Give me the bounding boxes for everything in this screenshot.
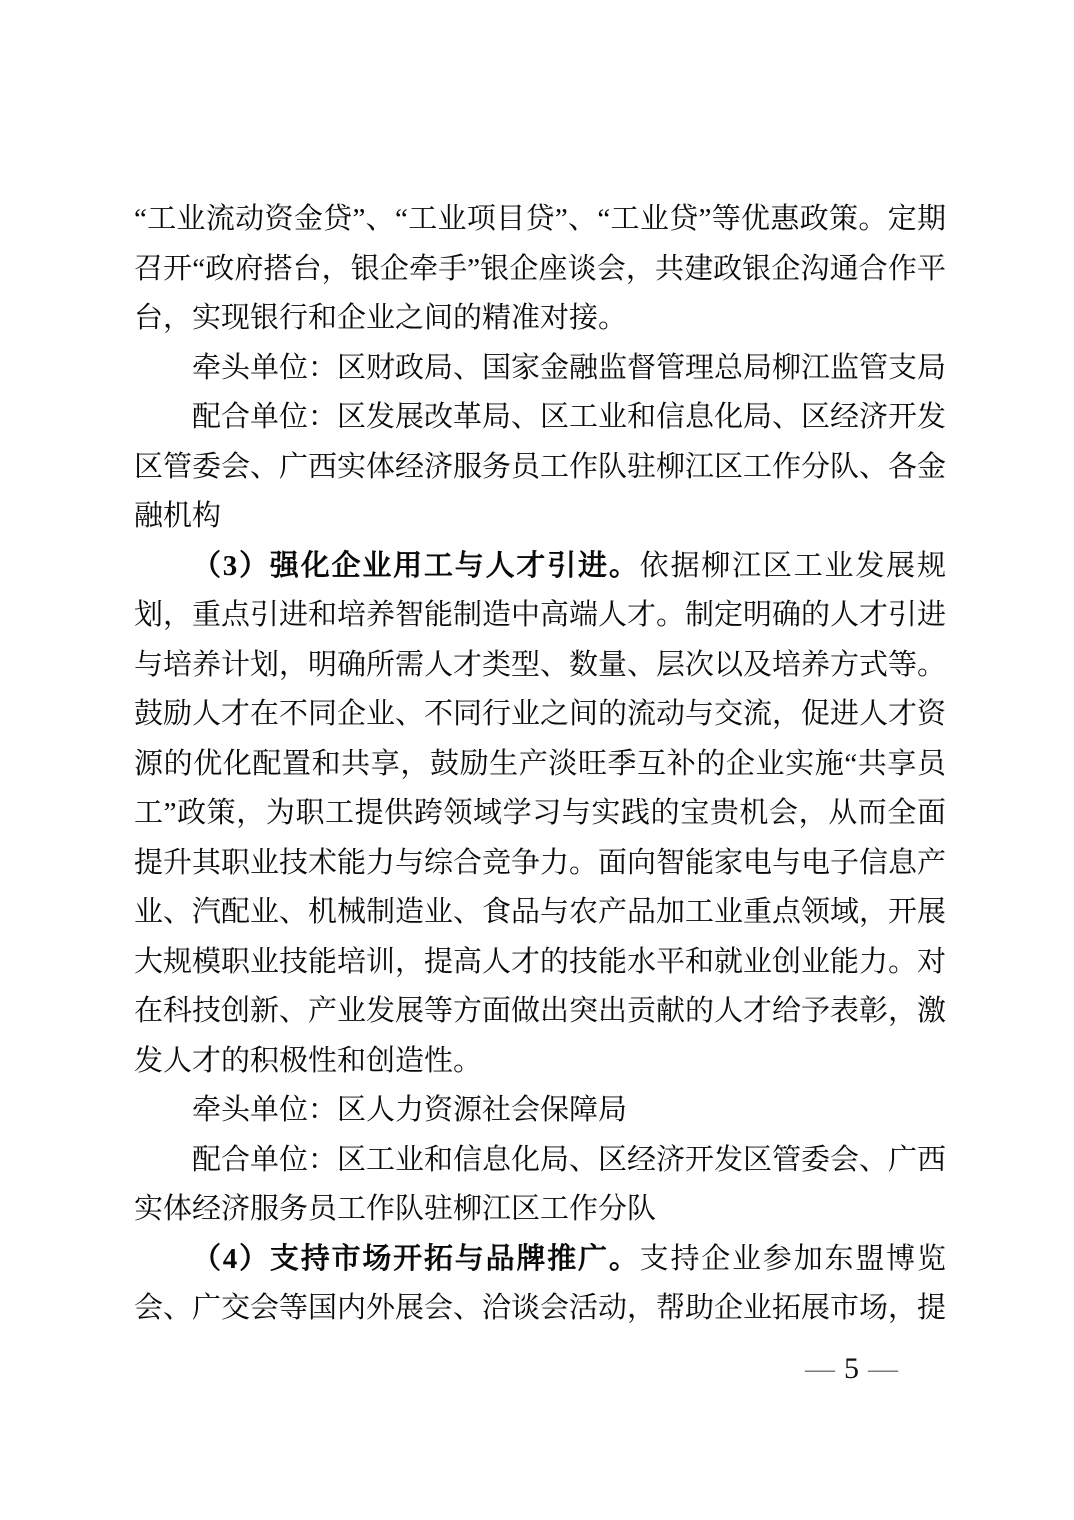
paragraph-lead-unit-2: 牵头单位：区人力资源社会保障局	[192, 1094, 628, 1126]
paragraph-section-3	[134, 542, 946, 1087]
document-body	[134, 195, 946, 1334]
page-number-footer	[796, 1352, 907, 1386]
section-4-heading: （4）支持市场开拓与品牌推广。	[192, 1242, 640, 1275]
section-4-body: 支持企业参加东盟博览会、广交会等国内外展会、洽谈会活动，帮助企业拓展市场，提	[134, 1242, 947, 1324]
paragraph-lead-unit-1: 牵头单位：区财政局、国家金融监督管理总局柳江监管支局	[192, 351, 947, 384]
section-3-heading: （3）强化企业用工与人才引进。	[192, 549, 640, 582]
footer-dash-right: —	[868, 1352, 898, 1385]
footer-dash-left: —	[805, 1352, 835, 1385]
paragraph-section-4	[134, 1235, 946, 1334]
section-3-body: 依据柳江区工业发展规划，重点引进和培养智能制造中高端人才。制定明确的人才引进与培养计划，明确所需人才类型、数量、层次以及培养方式等。鼓励人才在不同企业、不同行业之间的流动与交流，促进人才资源的优化配置和共享，鼓励生产淡旺季互补的企业实施“共享员工”政策，为职工提供跨领域学习与实践的宝贵机会，从而全面提升其职业技术能力与综合竞争力。面向智能家电与电子信息产业、汽配业、机械制造业、食品与农产品加工业重点领域，开展大规模职业技能培训，提高人才的技能水平和就业创业能力。对在科技创新、产业发展等方面做出突出贡献的人才给予表彰，激发人才的积极性和创造性。	[134, 549, 947, 1077]
paragraph-policy-continuation: “工业流动资金贷”、“工业项目贷”、“工业贷”等优惠政策。定期召开“政府搭台，银企牵手”银企座谈会，共建政银企沟通合作平台，实现银行和企业之间的精准对接。	[134, 203, 946, 334]
paragraph-cooperating-units-1: 配合单位：区发展改革局、区工业和信息化局、区经济开发区管委会、广西实体经济服务员工作队驻柳江区工作分队、各金融机构	[134, 401, 947, 532]
footer-page-number: 5	[844, 1352, 859, 1385]
paragraph-cooperating-units-2: 配合单位：区工业和信息化局、区经济开发区管委会、广西实体经济服务员工作队驻柳江区工作分队	[134, 1143, 947, 1225]
